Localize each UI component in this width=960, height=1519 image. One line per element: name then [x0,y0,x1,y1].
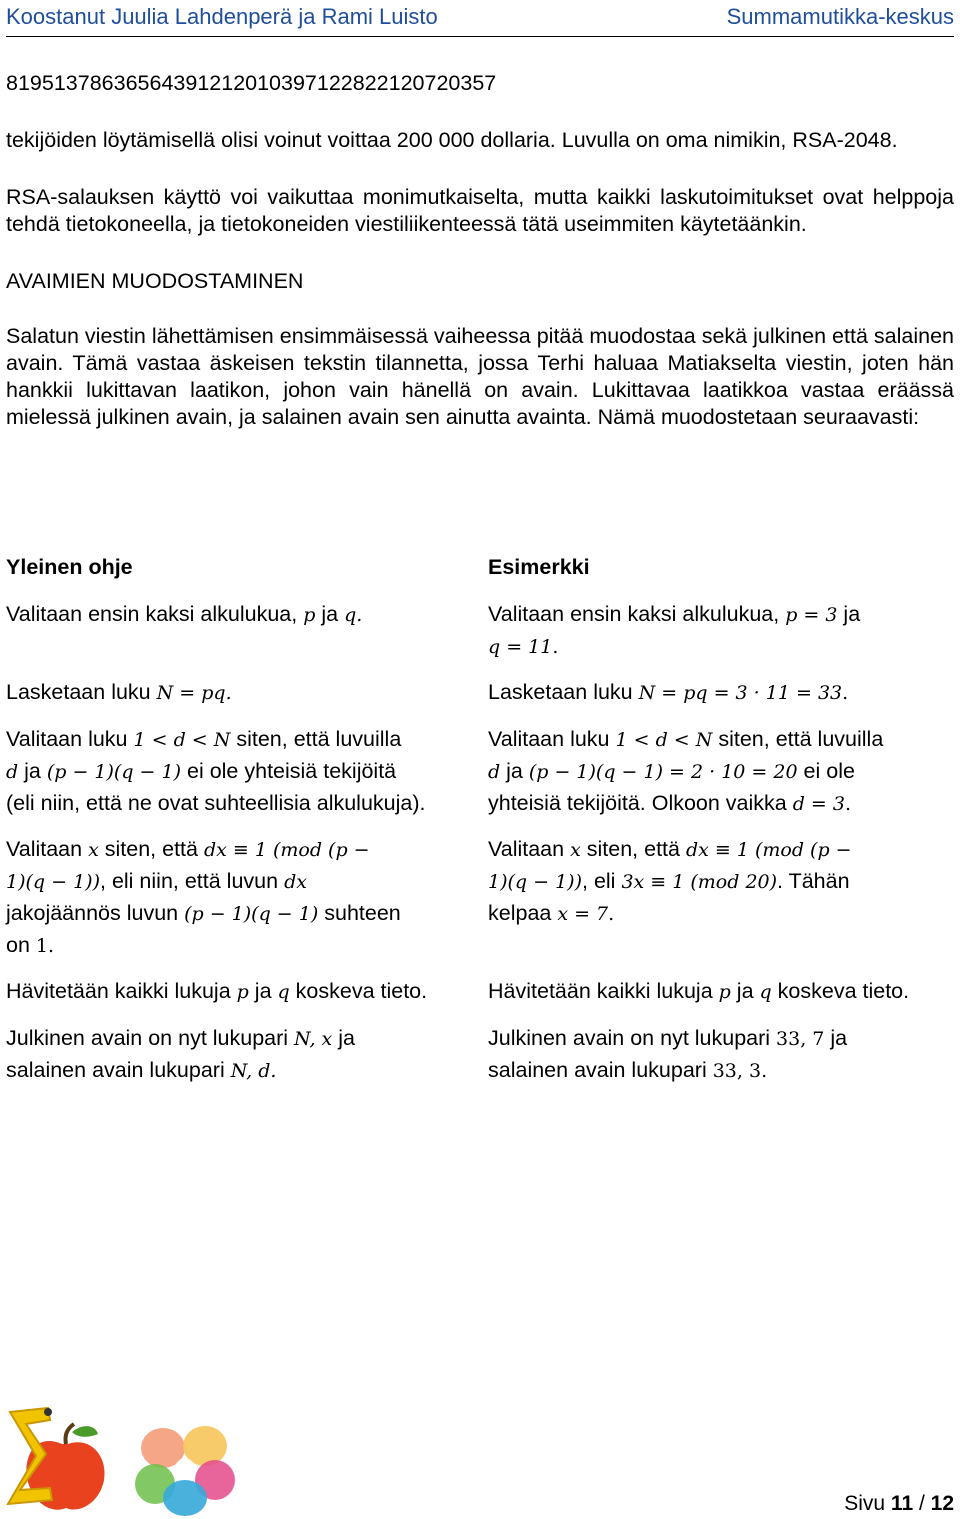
text-left-r4d: jakojäännös luvun [6,901,185,925]
text-left-r1q: q [344,604,357,626]
text-left-r6m1: N, x [294,1028,333,1050]
text-left-r3m2: d [6,761,19,783]
text-footer-label: Sivu [844,1492,891,1515]
text-left-r5ja: ja [248,979,278,1003]
text-right-r3m2: d [488,761,501,783]
text-left-r3m1: 1 < d < N [133,729,231,751]
summamutikka-sigma-apple-logo [4,1404,114,1516]
text-footer-sep: / [913,1492,931,1515]
text-right-r6b: ja [824,1026,848,1050]
text-left-r2eq: = [173,682,202,704]
text-left-r6a: Julkinen avain on nyt lukupari [6,1026,295,1050]
text-right-r4d: . Tähän [777,869,850,893]
text-right-r6end: . [761,1060,768,1082]
page-header [6,3,954,37]
text-right-r3m3: (p − 1)(q − 1) = 2 · 10 = 20 [528,761,798,783]
big-number: 819513786365643912120103971228221207203​57 [6,71,497,95]
text-left-r4a: Valitaan [6,837,89,861]
text-right-r2end: . [842,682,849,704]
text-right-r5a: Hävitetään kaikki lukuja [488,979,719,1003]
example-step-6 [488,1023,847,1087]
text-left-r1end: . [356,604,363,626]
text-left-r4m3: (p − 1)(q − 1) [184,903,319,925]
example-title: Esimerkki [488,555,590,579]
text-right-r6c: salainen avain lukupari [488,1058,713,1082]
text-right-r5q: q [759,981,772,1003]
example-step-3 [488,724,883,820]
text-left-r4e: suhteen [318,901,401,925]
text-left-r4m1: dx ≡ 1 (mod (p − [203,839,370,861]
text-left-r4x: x [88,839,99,861]
text-right-r3m1: 1 < d < N [615,729,713,751]
text-right-r4m1: dx ≡ 1 (mod (p − [685,839,852,861]
text-footer-total: 12 [930,1492,954,1515]
general-title: Yleinen ohje [6,555,133,579]
example-step-5 [488,976,909,1008]
intro-text [6,70,954,431]
text-left-r3c: ja [18,759,47,783]
section-heading: AVAIMIEN MUODOSTAMINEN [6,269,304,293]
general-step-5 [6,976,427,1008]
example-step-1 [488,599,860,663]
text-left-r3d: ei ole yhteisiä tekijöitä [181,759,397,783]
text-right-r4m3: 3x ≡ 1 (mod 20) [621,871,778,893]
text-right-r1b: ja [837,602,861,626]
text-right-r4b: siten, että [580,837,686,861]
text-left-r5a: Hävitetään kaikki lukuja [6,979,237,1003]
general-step-6 [6,1023,355,1087]
text-right-r5ja: ja [730,979,760,1003]
general-step-1 [6,599,362,631]
text-left-r6end: . [270,1060,277,1082]
text-right-r1m2: q = 11 [488,636,553,658]
text-right-r3d: ei ole [797,759,855,783]
text-left-r1ja: ja [315,602,345,626]
text-right-r2m: N = pq = 3 · 11 = 33 [638,682,843,704]
text-left-r5q: q [277,981,290,1003]
text-left-r4c: , eli niin, että luvun [100,869,285,893]
text-left-r1p: p [303,604,316,626]
general-step-3 [6,724,425,819]
text-left-r6m2: N, d [230,1060,271,1082]
text-right-r3a: Valitaan luku [488,727,616,751]
text-right-r6a: Julkinen avain on nyt lukupari [488,1026,777,1050]
general-step-2 [6,677,232,709]
text-left-r2N: N [156,682,174,704]
text-right-r2a: Lasketaan luku [488,680,639,704]
text-left-r6b: ja [332,1026,355,1050]
header-org: Summamutikka-keskus [726,4,954,29]
example-step-4 [488,834,852,930]
text-left-r3a: Valitaan luku [6,727,134,751]
text-left-r6c: salainen avain lukupari [6,1058,231,1082]
text-left-r4m2: 1)(q − 1)) [6,871,100,893]
text-left-r5b: koskeva tieto. [289,979,428,1003]
text-right-r4a: Valitaan [488,837,571,861]
text-right-r4m4: x = 7 [557,903,609,925]
example-step-2 [488,677,848,709]
text-left-r4one: 1 [35,935,48,957]
text-left-r2a: Lasketaan luku [6,680,157,704]
paragraph-2: RSA-salauksen käyttö voi vaikuttaa monimutkaiselta, mutta kaikki laskutoimitukset ovat helppoja tehdä tietokoneella, ja tietokoneiden viestiliikenteessä tätä useimmiten käytetäänkin. [6,185,954,236]
text-left-r3b: siten, että luvuilla [230,727,402,751]
flower-logo [133,1418,237,1518]
page-number [844,1492,954,1516]
text-right-r1end: . [552,636,559,658]
text-right-r3c: ja [500,759,529,783]
text-right-r6m2: 33, 3 [712,1060,762,1082]
text-left-r5p: p [236,981,249,1003]
text-left-r3e: (eli niin, että ne ovat suhteellisia alkulukuja). [6,791,426,815]
text-right-r5p: p [718,981,731,1003]
text-left-r1a: Valitaan ensin kaksi alkulukua, [6,602,304,626]
text-left-r3m3: (p − 1)(q − 1) [46,761,182,783]
text-right-r4end: . [608,903,615,925]
text-right-r4m2: 1)(q − 1)) [488,871,582,893]
text-right-r5b: koskeva tieto. [771,979,910,1003]
text-right-r3b: siten, että luvuilla [712,727,884,751]
paragraph-3: Salatun viestin lähettämisen ensimmäisessä vaiheessa pitää muodostaa sekä julkinen että salainen avain. Tämä vastaa äskeisen tekstin tilannetta, jossa Terhi haluaa Matiakselta viestin, joten hän hankkii lukittavan laatikon, johon vain hänellä on avain. Lukittavaa laatikkoa vastaa eräässä mielessä julkinen avain, ja salainen avain sen ainutta avainta. Nämä muodostetaan seuraavasti: [6,324,954,429]
text-right-r4x: x [570,839,581,861]
header-authors: Koostanut Juulia Lahdenperä ja Rami Luisto [6,4,438,29]
text-left-r2pq: pq [201,682,226,704]
text-footer-page: 11 [890,1492,914,1515]
text-left-r4end: . [47,935,55,957]
text-left-r4f: on [6,933,36,957]
text-right-r4c: , eli [582,869,622,893]
text-left-r4b: siten, että [98,837,204,861]
text-right-r3e: yhteisiä tekijöitä. Olkoon vaikka [488,791,793,815]
text-right-r6m1: 33, 7 [776,1028,825,1050]
text-left-r4dx: dx [284,871,307,893]
text-right-r4e: kelpaa [488,901,558,925]
text-right-r3end: . [844,793,852,815]
text-right-r3m4: d = 3 [792,793,845,815]
text-left-r2end: . [225,682,232,704]
general-step-4 [6,834,401,962]
text-right-r1a: Valitaan ensin kaksi alkulukua, [488,602,786,626]
text-right-r1m1: p = 3 [785,604,838,626]
paragraph-1: tekijöiden löytämisellä olisi voinut voittaa 200 000 dollaria. Luvulla on oma nimikin, RSA-2048. [6,128,898,152]
